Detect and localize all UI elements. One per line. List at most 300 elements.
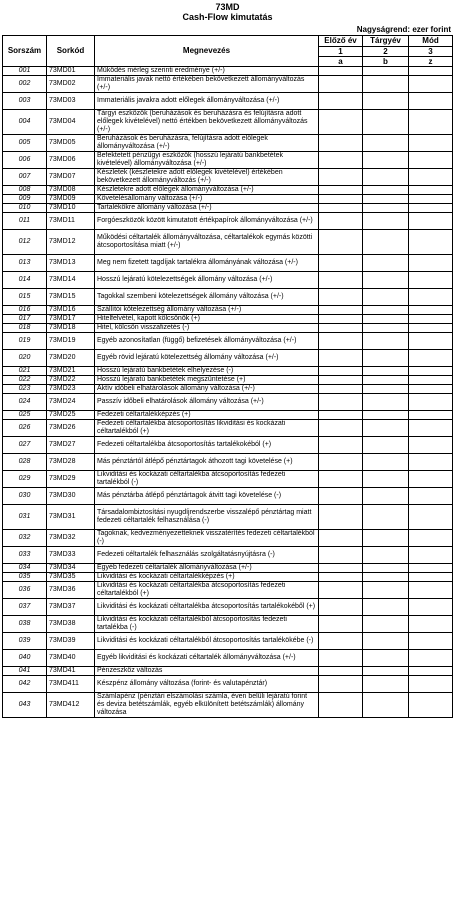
value-current-year-cell[interactable]: [363, 230, 409, 255]
value-prev-year-cell[interactable]: [319, 420, 363, 437]
value-prev-year-cell[interactable]: [319, 350, 363, 367]
value-mod-cell[interactable]: [409, 110, 453, 135]
value-mod-cell[interactable]: [409, 333, 453, 350]
value-current-year-cell[interactable]: [363, 195, 409, 204]
value-mod-cell[interactable]: [409, 454, 453, 471]
row-code: 73MD31: [47, 505, 95, 530]
value-current-year-cell[interactable]: [363, 76, 409, 93]
row-seq: 034: [3, 564, 47, 573]
row-name: Tárgyi eszközök (beruházások és beruházásra és felújításra adott előlegek kivételével) nettó értékben bekövetkezett állományváltozás (+/-): [95, 110, 319, 135]
row-code: 73MD10: [47, 204, 95, 213]
row-code: 73MD32: [47, 530, 95, 547]
table-row: [3, 204, 453, 213]
value-mod-cell[interactable]: [409, 230, 453, 255]
table-row: [3, 667, 453, 676]
value-current-year-cell[interactable]: [363, 454, 409, 471]
value-mod-cell[interactable]: [409, 204, 453, 213]
value-mod-cell[interactable]: [409, 420, 453, 437]
row-code: 73MD23: [47, 385, 95, 394]
row-code: 73MD09: [47, 195, 95, 204]
row-code: 73MD15: [47, 289, 95, 306]
row-name: Szállítói kötelezettség állomány változása (+/-): [95, 306, 319, 315]
row-seq: 029: [3, 471, 47, 488]
row-seq: 026: [3, 420, 47, 437]
row-seq: 027: [3, 437, 47, 454]
value-prev-year-cell[interactable]: [319, 367, 363, 376]
row-code: 73MD26: [47, 420, 95, 437]
value-current-year-cell[interactable]: [363, 272, 409, 289]
row-name: Készletek (készletekre adott előlegek kivételével) értékében bekövetkezett állományváltozás (+/-): [95, 169, 319, 186]
row-code: 73MD24: [47, 394, 95, 411]
table-row: [3, 255, 453, 272]
table-row: [3, 394, 453, 411]
value-prev-year-cell[interactable]: [319, 333, 363, 350]
row-seq: 040: [3, 650, 47, 667]
row-code: 73MD27: [47, 437, 95, 454]
value-mod-cell[interactable]: [409, 376, 453, 385]
table-row: [3, 169, 453, 186]
table-row: [3, 437, 453, 454]
value-current-year-cell[interactable]: [363, 633, 409, 650]
value-current-year-cell[interactable]: [363, 255, 409, 272]
value-prev-year-cell[interactable]: [319, 110, 363, 135]
table-row: [3, 676, 453, 693]
value-current-year-cell[interactable]: [363, 530, 409, 547]
table-row: [3, 324, 453, 333]
value-current-year-cell[interactable]: [363, 376, 409, 385]
row-name: Hosszú lejáratú kötelezettségek állomány változása (+/-): [95, 272, 319, 289]
row-seq: 032: [3, 530, 47, 547]
row-seq: 009: [3, 195, 47, 204]
row-name: Hosszú lejáratú bankbetétek elhelyezése (-): [95, 367, 319, 376]
row-name: Meg nem fizetett tagdíjak tartalékra állományának változása (+/-): [95, 255, 319, 272]
row-name: Számlapénz (pénztári elszámolási számla, éven belüli lejáratú forint és deviza betétszámlák, egyéb elkülönített betétszámlák) állomány változása: [95, 693, 319, 718]
row-code: 73MD08: [47, 186, 95, 195]
value-prev-year-cell[interactable]: [319, 255, 363, 272]
col-number: 1: [319, 47, 363, 57]
row-name: Tagokkal szembeni kötelezettségek állomány változása (+/-): [95, 289, 319, 306]
row-seq: 033: [3, 547, 47, 564]
table-row: [3, 411, 453, 420]
table-row: [3, 110, 453, 135]
value-mod-cell[interactable]: [409, 272, 453, 289]
row-name: Pénzeszköz változás: [95, 667, 319, 676]
value-mod-cell[interactable]: [409, 582, 453, 599]
table-row: [3, 693, 453, 718]
row-code: 73MD41: [47, 667, 95, 676]
row-seq: 021: [3, 367, 47, 376]
value-mod-cell[interactable]: [409, 564, 453, 573]
row-seq: 043: [3, 693, 47, 718]
value-prev-year-cell[interactable]: [319, 213, 363, 230]
row-name: Fedezeti céltartalékba átcsoportosítás tartalékokéból (+): [95, 437, 319, 454]
col-prev-header: Előző év: [319, 36, 363, 47]
col-mod-header: Mód: [409, 36, 453, 47]
value-mod-cell[interactable]: [409, 650, 453, 667]
row-name: Forgóeszközök között kimutatott értékpapírok állományváltozása (+/-): [95, 213, 319, 230]
table-row: [3, 93, 453, 110]
value-current-year-cell[interactable]: [363, 213, 409, 230]
value-current-year-cell[interactable]: [363, 420, 409, 437]
row-seq: 035: [3, 573, 47, 582]
value-prev-year-cell[interactable]: [319, 505, 363, 530]
value-mod-cell[interactable]: [409, 350, 453, 367]
row-seq: 012: [3, 230, 47, 255]
row-name: Immateriális javakra adott előlegek állományváltozása (+/-): [95, 93, 319, 110]
value-current-year-cell[interactable]: [363, 289, 409, 306]
value-prev-year-cell[interactable]: [319, 230, 363, 255]
value-prev-year-cell[interactable]: [319, 204, 363, 213]
value-mod-cell[interactable]: [409, 616, 453, 633]
value-current-year-cell[interactable]: [363, 306, 409, 315]
table-row: [3, 488, 453, 505]
row-code: 73MD16: [47, 306, 95, 315]
row-name: Likviditási és kockázati céltartalékba átcsoportosítás fedezeti tartalékból (-): [95, 471, 319, 488]
table-row: [3, 76, 453, 93]
row-seq: 028: [3, 454, 47, 471]
value-prev-year-cell[interactable]: [319, 488, 363, 505]
table-row: [3, 186, 453, 195]
row-code: 73MD17: [47, 315, 95, 324]
row-name: Hosszú lejáratú bankbetétek megszüntetése (+): [95, 376, 319, 385]
value-prev-year-cell[interactable]: [319, 394, 363, 411]
row-name: Készletekre adott előlegek állományváltozása (+/-): [95, 186, 319, 195]
row-code: 73MD22: [47, 376, 95, 385]
row-code: 73MD411: [47, 676, 95, 693]
row-code: 73MD30: [47, 488, 95, 505]
row-seq: 030: [3, 488, 47, 505]
row-name: Más pénztártól átlépő pénztártagok áthozott tagi követelése (+): [95, 454, 319, 471]
table-row: [3, 420, 453, 437]
row-name: Egyéb rövid lejáratú kötelezettség állomány változása (+/-): [95, 350, 319, 367]
row-seq: 024: [3, 394, 47, 411]
table-row: [3, 616, 453, 633]
row-name: Tagoknak, kedvezményezetteknek visszatérítés fedezeti céltartalékból (-): [95, 530, 319, 547]
value-mod-cell[interactable]: [409, 195, 453, 204]
value-current-year-cell[interactable]: [363, 135, 409, 152]
row-name: Likviditási és kockázati céltartalékból átcsoportosítás tartalékökébe (-): [95, 633, 319, 650]
row-seq: 007: [3, 169, 47, 186]
row-name: Passzív időbeli elhatárolások állomány változása (+/-): [95, 394, 319, 411]
value-prev-year-cell[interactable]: [319, 530, 363, 547]
col-number: 2: [363, 47, 409, 57]
row-seq: 001: [3, 67, 47, 76]
value-current-year-cell[interactable]: [363, 110, 409, 135]
value-current-year-cell[interactable]: [363, 204, 409, 213]
value-prev-year-cell[interactable]: [319, 437, 363, 454]
value-mod-cell[interactable]: [409, 693, 453, 718]
value-mod-cell[interactable]: [409, 633, 453, 650]
value-mod-cell[interactable]: [409, 599, 453, 616]
row-seq: 017: [3, 315, 47, 324]
row-code: 73MD39: [47, 633, 95, 650]
table-row: [3, 333, 453, 350]
value-mod-cell[interactable]: [409, 676, 453, 693]
row-code: 73MD35: [47, 573, 95, 582]
table-row: [3, 67, 453, 76]
table-row: [3, 573, 453, 582]
value-mod-cell[interactable]: [409, 471, 453, 488]
row-name: Társadalombiztosítási nyugdíjrendszerbe visszalépő pénztártag miatt fedezeti céltartalék felhasználása (-): [95, 505, 319, 530]
value-prev-year-cell[interactable]: [319, 573, 363, 582]
value-current-year-cell[interactable]: [363, 437, 409, 454]
row-seq: 015: [3, 289, 47, 306]
row-seq: 011: [3, 213, 47, 230]
table-row: [3, 582, 453, 599]
report-code: 73MD: [215, 2, 240, 12]
table-row: [3, 650, 453, 667]
table-row: [3, 547, 453, 564]
row-seq: 036: [3, 582, 47, 599]
row-code: 73MD19: [47, 333, 95, 350]
row-name: Fedezeti céltartalékképzés (+): [95, 411, 319, 420]
col-code-header: Sorkód: [47, 36, 95, 67]
value-mod-cell[interactable]: [409, 411, 453, 420]
row-seq: 016: [3, 306, 47, 315]
value-mod-cell[interactable]: [409, 93, 453, 110]
value-current-year-cell[interactable]: [363, 667, 409, 676]
value-prev-year-cell[interactable]: [319, 152, 363, 169]
row-seq: 005: [3, 135, 47, 152]
row-name: Működési céltartalék állományváltozása, céltartalékok egymás közötti átcsoportosítása miatt (+/-): [95, 230, 319, 255]
value-prev-year-cell[interactable]: [319, 650, 363, 667]
value-mod-cell[interactable]: [409, 488, 453, 505]
value-mod-cell[interactable]: [409, 289, 453, 306]
table-row: [3, 633, 453, 650]
value-prev-year-cell[interactable]: [319, 315, 363, 324]
row-name: Likviditási és kockázati céltartalékba átcsoportosítás tartalékokéből (+): [95, 599, 319, 616]
table-row: [3, 135, 453, 152]
value-prev-year-cell[interactable]: [319, 454, 363, 471]
col-number: 3: [409, 47, 453, 57]
row-name: Követelésállomány változása (+/-): [95, 195, 319, 204]
table-row: [3, 367, 453, 376]
table-row: [3, 599, 453, 616]
row-seq: 022: [3, 376, 47, 385]
value-mod-cell[interactable]: [409, 213, 453, 230]
col-name-header: Megnevezés: [95, 36, 319, 67]
value-current-year-cell[interactable]: [363, 505, 409, 530]
value-prev-year-cell[interactable]: [319, 411, 363, 420]
table-row: [3, 230, 453, 255]
value-prev-year-cell[interactable]: [319, 186, 363, 195]
row-code: 73MD29: [47, 471, 95, 488]
value-prev-year-cell[interactable]: [319, 599, 363, 616]
value-prev-year-cell[interactable]: [319, 306, 363, 315]
value-prev-year-cell[interactable]: [319, 324, 363, 333]
value-current-year-cell[interactable]: [363, 616, 409, 633]
col-letter: b: [363, 57, 409, 67]
value-mod-cell[interactable]: [409, 315, 453, 324]
row-code: 73MD21: [47, 367, 95, 376]
row-name: Beruházások és beruházásra, felújításra adott előlegek állományváltozása (+/-): [95, 135, 319, 152]
value-current-year-cell[interactable]: [363, 693, 409, 718]
col-seq-header: Sorszám: [3, 36, 47, 67]
value-current-year-cell[interactable]: [363, 186, 409, 195]
value-prev-year-cell[interactable]: [319, 67, 363, 76]
value-current-year-cell[interactable]: [363, 471, 409, 488]
value-prev-year-cell[interactable]: [319, 471, 363, 488]
value-prev-year-cell[interactable]: [319, 272, 363, 289]
value-prev-year-cell[interactable]: [319, 564, 363, 573]
value-prev-year-cell[interactable]: [319, 616, 363, 633]
value-current-year-cell[interactable]: [363, 488, 409, 505]
unit-label: Nagyságrend: ezer forint: [356, 25, 451, 34]
value-current-year-cell[interactable]: [363, 152, 409, 169]
report-header: [0, 0, 455, 22]
value-mod-cell[interactable]: [409, 186, 453, 195]
row-seq: 020: [3, 350, 47, 367]
value-prev-year-cell[interactable]: [319, 195, 363, 204]
value-prev-year-cell[interactable]: [319, 169, 363, 186]
row-seq: 006: [3, 152, 47, 169]
value-current-year-cell[interactable]: [363, 169, 409, 186]
value-prev-year-cell[interactable]: [319, 633, 363, 650]
table-row: [3, 530, 453, 547]
value-mod-cell[interactable]: [409, 437, 453, 454]
value-prev-year-cell[interactable]: [319, 693, 363, 718]
value-mod-cell[interactable]: [409, 385, 453, 394]
row-code: 73MD14: [47, 272, 95, 289]
value-current-year-cell[interactable]: [363, 582, 409, 599]
row-seq: 003: [3, 93, 47, 110]
row-code: 73MD04: [47, 110, 95, 135]
table-row: [3, 195, 453, 204]
value-current-year-cell[interactable]: [363, 564, 409, 573]
value-current-year-cell[interactable]: [363, 650, 409, 667]
table-row: [3, 306, 453, 315]
value-current-year-cell[interactable]: [363, 411, 409, 420]
row-code: 73MD18: [47, 324, 95, 333]
value-current-year-cell[interactable]: [363, 350, 409, 367]
header-row: [3, 36, 453, 47]
table-row: [3, 272, 453, 289]
value-current-year-cell[interactable]: [363, 367, 409, 376]
value-current-year-cell[interactable]: [363, 315, 409, 324]
row-name: Immateriális javak nettó értékében bekövetkezett állományváltozás (+/-): [95, 76, 319, 93]
value-mod-cell[interactable]: [409, 505, 453, 530]
row-seq: 031: [3, 505, 47, 530]
col-curr-header: Tárgyév: [363, 36, 409, 47]
table-row: [3, 289, 453, 306]
row-code: 73MD06: [47, 152, 95, 169]
row-name: Befektetett pénzügyi eszközök (hosszú lejáratú bankbetétek kivételével) állományváltozása (+/-): [95, 152, 319, 169]
value-current-year-cell[interactable]: [363, 324, 409, 333]
value-prev-year-cell[interactable]: [319, 676, 363, 693]
row-seq: 014: [3, 272, 47, 289]
row-seq: 025: [3, 411, 47, 420]
value-mod-cell[interactable]: [409, 324, 453, 333]
value-current-year-cell[interactable]: [363, 385, 409, 394]
report-title: Cash-Flow kimutatás: [182, 12, 273, 22]
value-mod-cell[interactable]: [409, 255, 453, 272]
row-seq: 037: [3, 599, 47, 616]
value-mod-cell[interactable]: [409, 547, 453, 564]
row-seq: 002: [3, 76, 47, 93]
col-letter: z: [409, 57, 453, 67]
table-row: [3, 315, 453, 324]
row-name: Likviditási és kockázati céltartalékképzés (+): [95, 573, 319, 582]
table-row: [3, 471, 453, 488]
row-name: Működés mérleg szerinti eredménye (+/-): [95, 67, 319, 76]
value-current-year-cell[interactable]: [363, 67, 409, 76]
row-code: 73MD36: [47, 582, 95, 599]
value-mod-cell[interactable]: [409, 530, 453, 547]
value-mod-cell[interactable]: [409, 76, 453, 93]
row-name: Hitelfelvétel, kapott kölcsönök (+): [95, 315, 319, 324]
value-current-year-cell[interactable]: [363, 93, 409, 110]
value-prev-year-cell[interactable]: [319, 289, 363, 306]
table-row: [3, 454, 453, 471]
row-name: Egyéb likviditási és kockázati céltartalék állományváltozása (+/-): [95, 650, 319, 667]
value-mod-cell[interactable]: [409, 135, 453, 152]
row-code: 73MD13: [47, 255, 95, 272]
table-row: [3, 505, 453, 530]
row-name: Fedezeti céltartalék felhasználás szolgáltatásnyújtásra (-): [95, 547, 319, 564]
value-current-year-cell[interactable]: [363, 547, 409, 564]
row-code: 73MD11: [47, 213, 95, 230]
row-seq: 023: [3, 385, 47, 394]
row-code: 73MD33: [47, 547, 95, 564]
row-seq: 038: [3, 616, 47, 633]
row-seq: 010: [3, 204, 47, 213]
row-code: 73MD28: [47, 454, 95, 471]
value-mod-cell[interactable]: [409, 306, 453, 315]
row-code: 73MD40: [47, 650, 95, 667]
table-row: [3, 213, 453, 230]
row-code: 73MD01: [47, 67, 95, 76]
value-current-year-cell[interactable]: [363, 676, 409, 693]
row-name: Más pénztárba átlépő pénztártagok átvitt tagi követelése (-): [95, 488, 319, 505]
row-seq: 008: [3, 186, 47, 195]
value-mod-cell[interactable]: [409, 573, 453, 582]
row-code: 73MD12: [47, 230, 95, 255]
row-name: Egyéb azonosítatlan (függő) befizetések állományváltozása (+/-): [95, 333, 319, 350]
value-current-year-cell[interactable]: [363, 333, 409, 350]
row-seq: 018: [3, 324, 47, 333]
table-row: [3, 376, 453, 385]
value-prev-year-cell[interactable]: [319, 385, 363, 394]
value-prev-year-cell[interactable]: [319, 93, 363, 110]
row-code: 73MD07: [47, 169, 95, 186]
row-seq: 042: [3, 676, 47, 693]
value-prev-year-cell[interactable]: [319, 76, 363, 93]
value-current-year-cell[interactable]: [363, 394, 409, 411]
value-prev-year-cell[interactable]: [319, 667, 363, 676]
value-prev-year-cell[interactable]: [319, 582, 363, 599]
value-mod-cell[interactable]: [409, 169, 453, 186]
value-mod-cell[interactable]: [409, 152, 453, 169]
row-name: Likviditási és kockázati céltartalékból átcsoportosítás fedezeti tartalékba (-): [95, 616, 319, 633]
value-prev-year-cell[interactable]: [319, 376, 363, 385]
row-seq: 039: [3, 633, 47, 650]
value-mod-cell[interactable]: [409, 667, 453, 676]
value-mod-cell[interactable]: [409, 394, 453, 411]
row-seq: 041: [3, 667, 47, 676]
row-name: Fedezeti céltartalékba átcsoportosítás likviditási és kockázati céltartalékból (+): [95, 420, 319, 437]
row-code: 73MD412: [47, 693, 95, 718]
value-mod-cell[interactable]: [409, 67, 453, 76]
row-seq: 013: [3, 255, 47, 272]
row-code: 73MD38: [47, 616, 95, 633]
value-prev-year-cell[interactable]: [319, 547, 363, 564]
row-code: 73MD25: [47, 411, 95, 420]
value-current-year-cell[interactable]: [363, 573, 409, 582]
row-code: 73MD37: [47, 599, 95, 616]
value-current-year-cell[interactable]: [363, 599, 409, 616]
value-mod-cell[interactable]: [409, 367, 453, 376]
value-prev-year-cell[interactable]: [319, 135, 363, 152]
